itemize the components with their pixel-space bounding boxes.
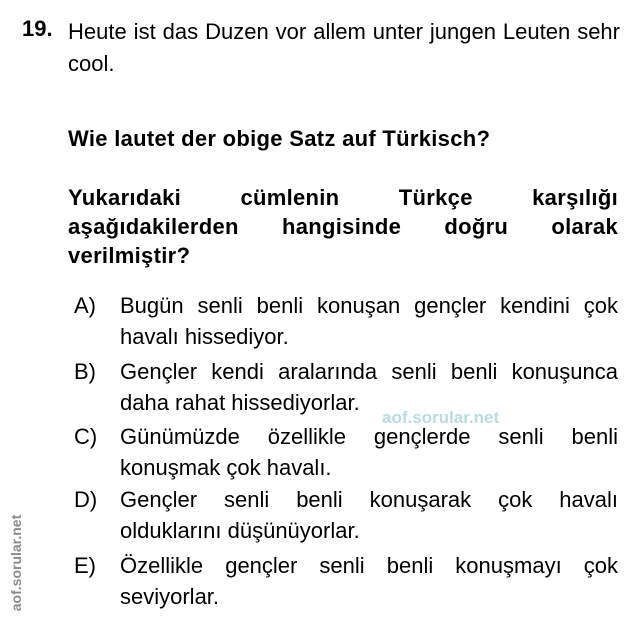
prompt-german: Wie lautet der obige Satz auf Türkisch? <box>68 126 491 151</box>
option-text: Günümüzde özellikle gençlerde senli benli konuşmak çok havalı. <box>120 424 618 480</box>
option-a[interactable] <box>74 290 618 352</box>
option-letter: D) <box>74 487 98 512</box>
option-text: Gençler kendi aralarında senli benli konuşunca daha rahat hissediyorlar. <box>120 359 618 415</box>
option-text: Gençler senli benli konuşarak çok havalı olduklarını düşünüyorlar. <box>120 487 618 543</box>
option-b[interactable] <box>74 356 618 418</box>
option-letter: B) <box>74 359 96 384</box>
option-text: Bugün senli benli konuşan gençler kendini çok havalı hissediyor. <box>120 293 618 349</box>
option-letter: C) <box>74 424 98 449</box>
watermark-vertical: aof.sorular.net <box>8 514 25 612</box>
option-letter: E) <box>74 553 96 578</box>
option-e[interactable] <box>74 550 618 612</box>
option-text: Özellikle gençler senli benli konuşmayı çok seviyorlar. <box>120 553 618 609</box>
option-letter: A) <box>74 293 96 318</box>
option-c[interactable] <box>74 421 618 483</box>
question-text: Heute ist das Duzen vor allem unter jungen Leuten sehr cool. <box>68 19 620 76</box>
prompt-turkish: Yukarıdaki cümlenin Türkçe karşılığı aşağıdakilerden hangisinde doğru olarak verilmiştir? <box>68 185 618 268</box>
question-block <box>22 16 620 80</box>
option-d[interactable] <box>74 484 618 546</box>
question-number: 19. <box>22 16 53 41</box>
watermark: aof.sorular.net <box>382 408 500 427</box>
